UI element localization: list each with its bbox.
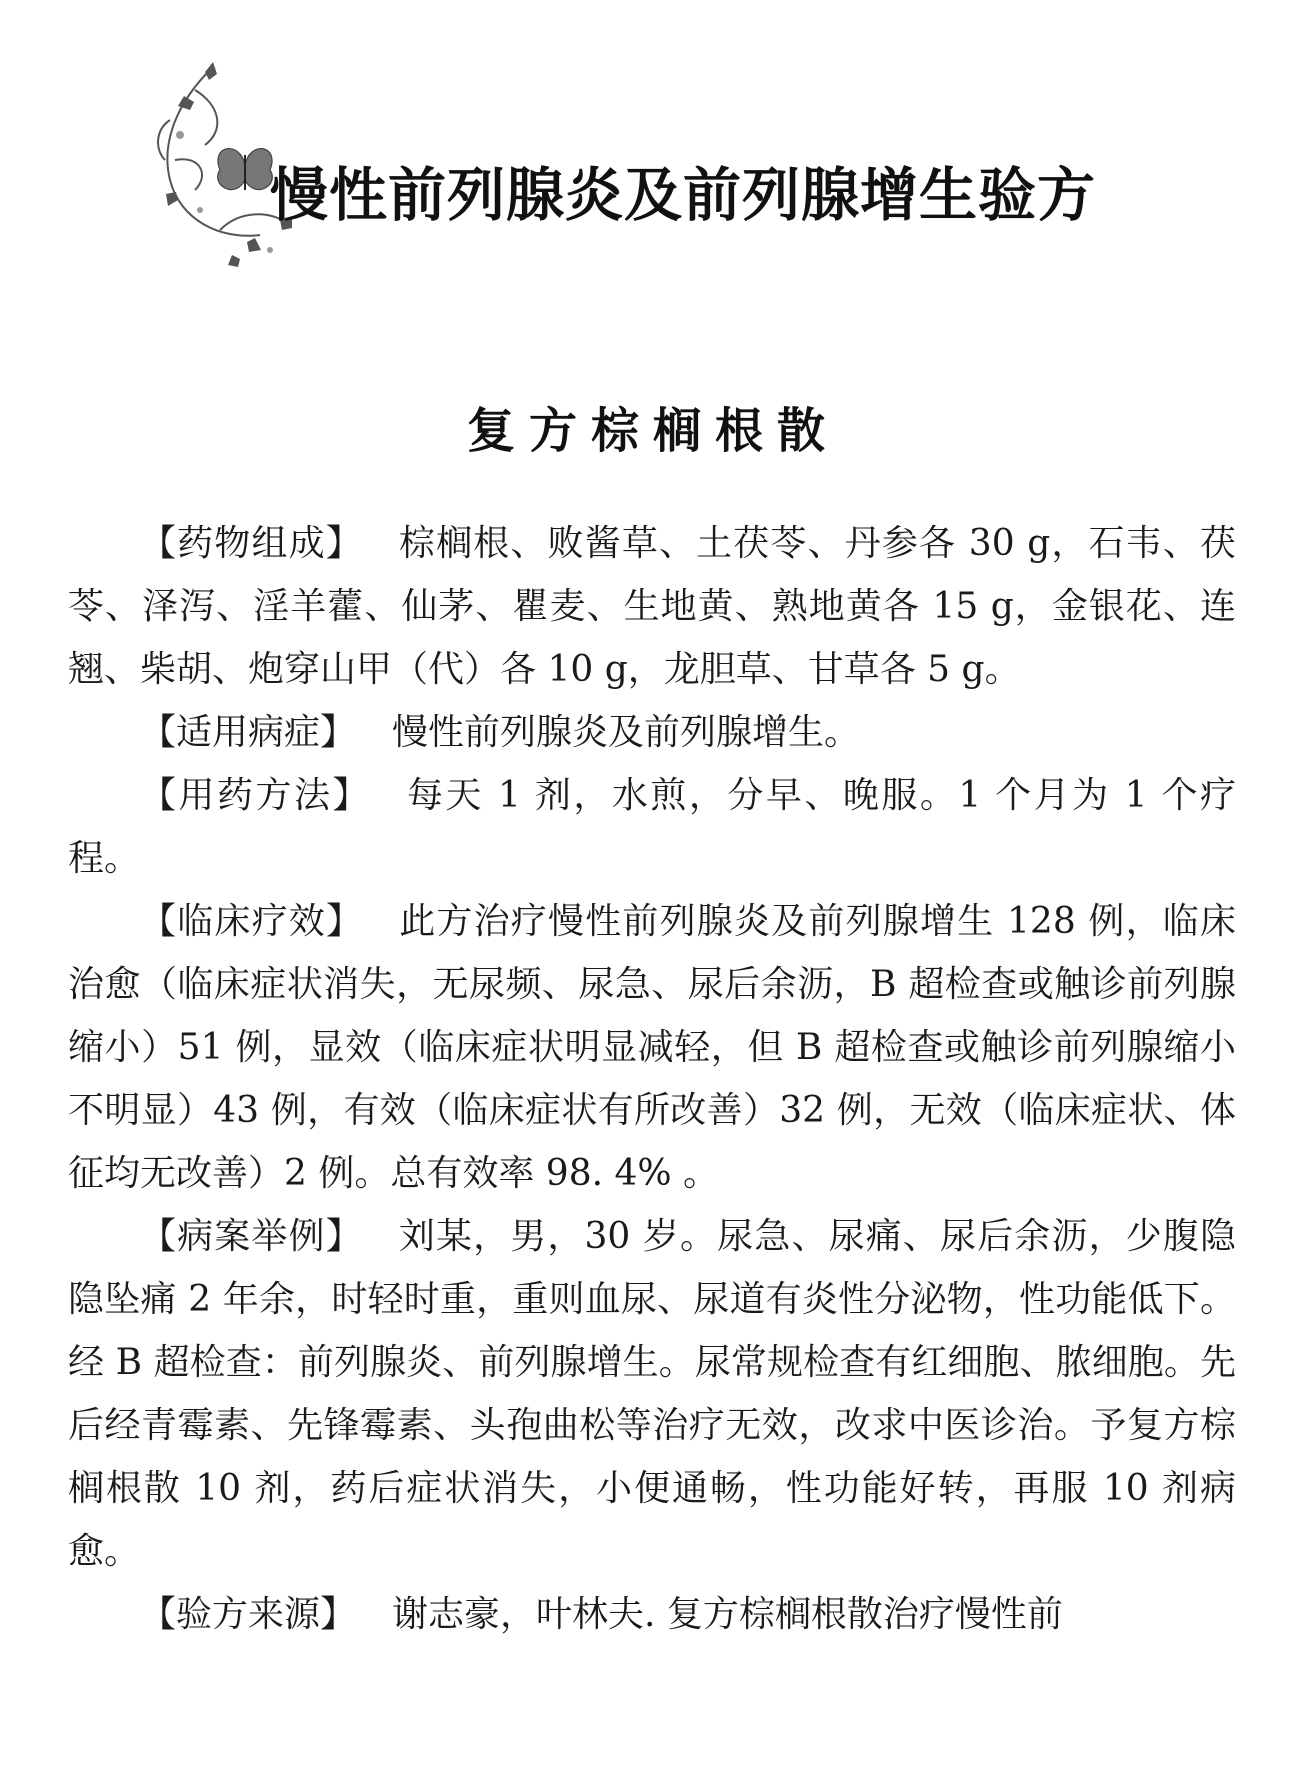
paragraph-label: 【适用病症】 xyxy=(140,712,357,753)
paragraph-label: 【用药方法】 xyxy=(140,775,372,816)
section-title: 复方棕榈根散 xyxy=(466,403,839,459)
paragraph-case xyxy=(68,1205,1236,1583)
paragraph-text: 每天 1 剂，水煎，分早、晚服。1 个月为 1 个疗程。 xyxy=(68,775,1236,879)
paragraph-source xyxy=(68,1583,1236,1646)
paragraph-label: 【药物组成】 xyxy=(140,523,363,564)
paragraph-text: 此方治疗慢性前列腺炎及前列腺增生 128 例，临床治愈（临床症状消失，无尿频、尿急、尿后余沥，B 超检查或触诊前列腺缩小）51 例，显效（临床症状明显减轻，但 B 超检查或触诊前列腺缩小不明显）43 例，有效（临床症状有所改善）32 例，无效（临床症状、体征均无改善）2 例。总有效率 98. 4% 。 xyxy=(68,901,1236,1194)
paragraph-text: 谢志豪，叶林夫. 复方棕榈根散治疗慢性前 xyxy=(392,1594,1063,1635)
paragraph-label: 【临床疗效】 xyxy=(140,901,364,942)
paragraph-indication xyxy=(68,701,1236,764)
paragraph-text: 刘某，男，30 岁。尿急、尿痛、尿后余沥，少腹隐隐坠痛 2 年余，时轻时重，重则血尿、尿道有炎性分泌物，性功能低下。经 B 超检查：前列腺炎、前列腺增生。尿常规检查有红细胞、脓细胞。先后经青霉素、先锋霉素、头孢曲松等治疗无效，改求中医诊治。予复方棕榈根散 10 剂，药后症状消失，小便通畅，性功能好转，再服 10 剂病愈。 xyxy=(68,1216,1236,1572)
paragraph-text: 慢性前列腺炎及前列腺增生。 xyxy=(392,712,861,753)
paragraph-label: 【验方来源】 xyxy=(140,1594,357,1635)
paragraph-composition xyxy=(68,512,1236,701)
paragraph-usage xyxy=(68,764,1236,890)
body-text xyxy=(68,512,1236,1646)
paragraph-label: 【病案举例】 xyxy=(140,1216,363,1257)
paragraph-efficacy xyxy=(68,890,1236,1205)
chapter-title: 慢性前列腺炎及前列腺增生验方 xyxy=(270,161,1097,229)
paragraph-text: 棕榈根、败酱草、土茯苓、丹参各 30 g，石韦、茯苓、泽泻、淫羊藿、仙茅、瞿麦、生地黄、熟地黄各 15 g，金银花、连翘、柴胡、炮穿山甲（代）各 10 g，龙胆草、甘草各 5 g。 xyxy=(68,523,1236,690)
